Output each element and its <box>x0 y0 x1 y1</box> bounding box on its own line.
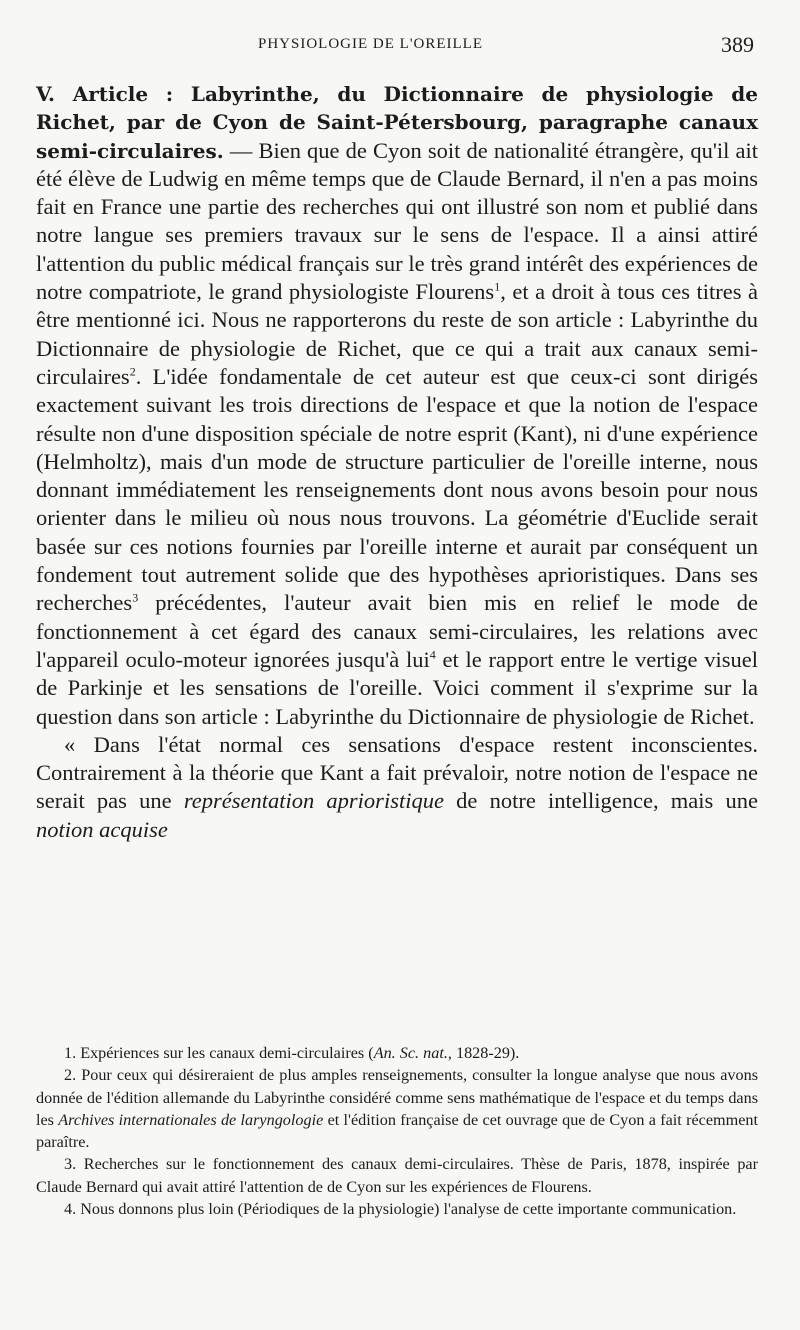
footnote-number: 4. <box>64 1200 77 1219</box>
footnotes <box>36 1042 758 1220</box>
footnote-italic: An. Sc. nat. <box>373 1044 448 1062</box>
footnote-text: , 1828-29). <box>447 1044 520 1062</box>
paragraph-text: de notre intelligence, mais une <box>443 788 758 814</box>
paragraph-text: précédentes, l'auteur avait bien mis en relief le mode de fonctionnement à cet égard des canaux semi-circulaires, les relations avec l'appareil oculo-moteur ignorées jusqu'à lui <box>36 590 758 672</box>
section-heading: V. Article : Labyrinthe, du Dictionnaire de physiologie de Richet, par de Cyon de Saint-Pétersbourg, paragraphe canaux semi-circulaires. <box>36 82 758 163</box>
paragraph-text: , et a droit à tous ces titres à être mentionné ici. Nous ne rapporterons du reste de son article : Labyrinthe du Dictionnaire de physiologie de Richet, que ce qui a trait aux canaux semi-circulaires <box>36 279 758 389</box>
footnote-number: 1. <box>64 1044 77 1062</box>
footnote <box>36 1153 758 1198</box>
footnote-text: Expériences sur les canaux demi-circulaires ( <box>80 1044 374 1062</box>
footnote-text: Nous donnons plus loin (Périodiques de la physiologie) l'analyse de cette importante communication. <box>80 1200 737 1219</box>
footnote-italic: Archives internationales de laryngologie <box>58 1110 324 1129</box>
footnote-text: et l'édition française de cet ouvrage que de Cyon a fait récemment paraître. <box>36 1110 759 1152</box>
footnote-text: Pour ceux qui désireraient de plus amples renseignements, consulter la longue analyse que nous avons donnée de l'édition allemande du Labyrinthe considéré comme sens mathématique de l'espace et du temps dans les <box>36 1066 758 1129</box>
footnote <box>36 1042 758 1064</box>
footnote <box>36 1198 758 1220</box>
running-title: PHYSIOLOGIE DE L'OREILLE <box>258 36 484 52</box>
footnote <box>36 1064 758 1153</box>
italic-phrase: notion acquise <box>36 816 168 842</box>
paragraph-text: « Dans l'état normal ces sensations d'espace restent inconscientes. Contrairement à la théorie que Kant a fait prévaloir, notre notion de l'espace ne serait pas une <box>36 731 758 814</box>
paragraph-article-v <box>36 80 758 731</box>
footnote-ref: 1 <box>494 279 501 294</box>
paragraph-text: et le rapport entre le vertige visuel de Parkinje et les sensations de l'oreille. Voici comment il s'exprime sur la question dans son article : Labyrinthe du Dictionnaire de physiologie de Richet. <box>36 646 758 729</box>
paragraph-quote <box>36 731 758 844</box>
paragraph-text: — Bien que de Cyon soit de nationalité étrangère, qu'il ait été élève de Ludwig en même temps que de Claude Bernard, il n'en a pas moins fait en France une partie des recherches qui ont illustré son nom et publié dans notre langue ses premiers travaux sur le sens de l'espace. Il a ainsi attiré l'attention du public médical français sur le très grand intérêt des expériences de notre compatriote, le grand physiologiste Flourens <box>36 137 758 305</box>
footnote-number: 2. <box>64 1066 77 1085</box>
footnote-text: Recherches sur le fonctionnement des canaux demi-circulaires. Thèse de Paris, 1878, inspirée par Claude Bernard qui avait attiré l'attention de de Cyon sur les expériences de Flourens. <box>36 1155 759 1196</box>
italic-phrase: représentation aprioristique <box>183 788 444 814</box>
footnote-ref: 3 <box>132 590 139 605</box>
page-header <box>36 32 764 60</box>
footnote-ref: 2 <box>129 364 136 379</box>
footnote-number: 3. <box>64 1155 77 1174</box>
page-number: 389 <box>721 32 754 57</box>
main-text <box>36 80 758 844</box>
paragraph-text: . L'idée fondamentale de cet auteur est que ceux-ci sont dirigés exactement suivant les trois directions de l'espace et que la notion de l'espace résulte non d'une disposition spéciale de notre esprit (Kant), ni d'une expérience (Helmholtz), mais d'un mode de structure particulier de l'oreille interne, nous donnant immédiatement les renseignements dont nous avons besoin pour nous orienter dans le milieu où nous nous trouvons. La géométrie d'Euclide serait basée sur ces notions fournies par l'oreille interne et aurait par conséquent un fondement tout autrement solide que des hypothèses aprioristiques. Dans ses recherches <box>36 363 758 616</box>
footnote-ref: 4 <box>429 647 436 662</box>
